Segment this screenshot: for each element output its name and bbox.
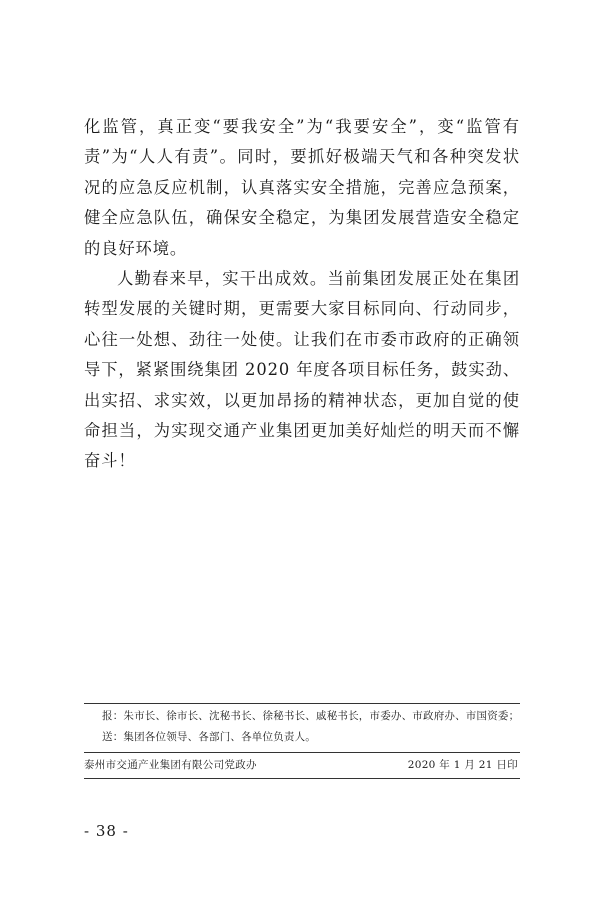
footer-rule-middle [84, 752, 520, 753]
paragraph-closing: 人勤春来早，实干出成效。当前集团发展正处在集团转型发展的关键时期，更需要大家目标同向、行动同步，心往一处想、劲往一处使。让我们在市委市政府的正确领导下，紧紧围绕集团 2020 年度各项目标任务，鼓实劲、出实招、求实效，以更加昂扬的精神状态，更加自觉的使命担当，为实现交通产业集团更加美好灿烂的明天而不懈奋斗！ [84, 269, 520, 471]
print-date: 2020 年 1 月 21 日印 [407, 759, 518, 771]
footer-rule-bottom [84, 778, 520, 779]
paragraph-continuation: 化监管，真正变“要我安全”为“我要安全”，变“监管有责”为“人人有责”。同时，要抓好极端天气和各种突发状况的应急反应机制，认真落实安全措施，完善应急预案，健全应急队伍，确保安全稳定，为集团发展营造安全稳定的良好环境。 [84, 117, 520, 258]
footer-rule-top [84, 703, 520, 704]
issuer-name: 泰州市交通产业集团有限公司党政办 [84, 759, 257, 771]
page-number: - 38 - [84, 822, 129, 840]
copy-to-line: 送：集团各位领导、各部门、各单位负责人。 [102, 731, 316, 743]
report-to-line: 报：朱市长、徐市长、沈秘书长、徐秘书长、戚秘书长，市委办、市政府办、市国资委； [102, 710, 520, 722]
body-text [84, 112, 520, 477]
